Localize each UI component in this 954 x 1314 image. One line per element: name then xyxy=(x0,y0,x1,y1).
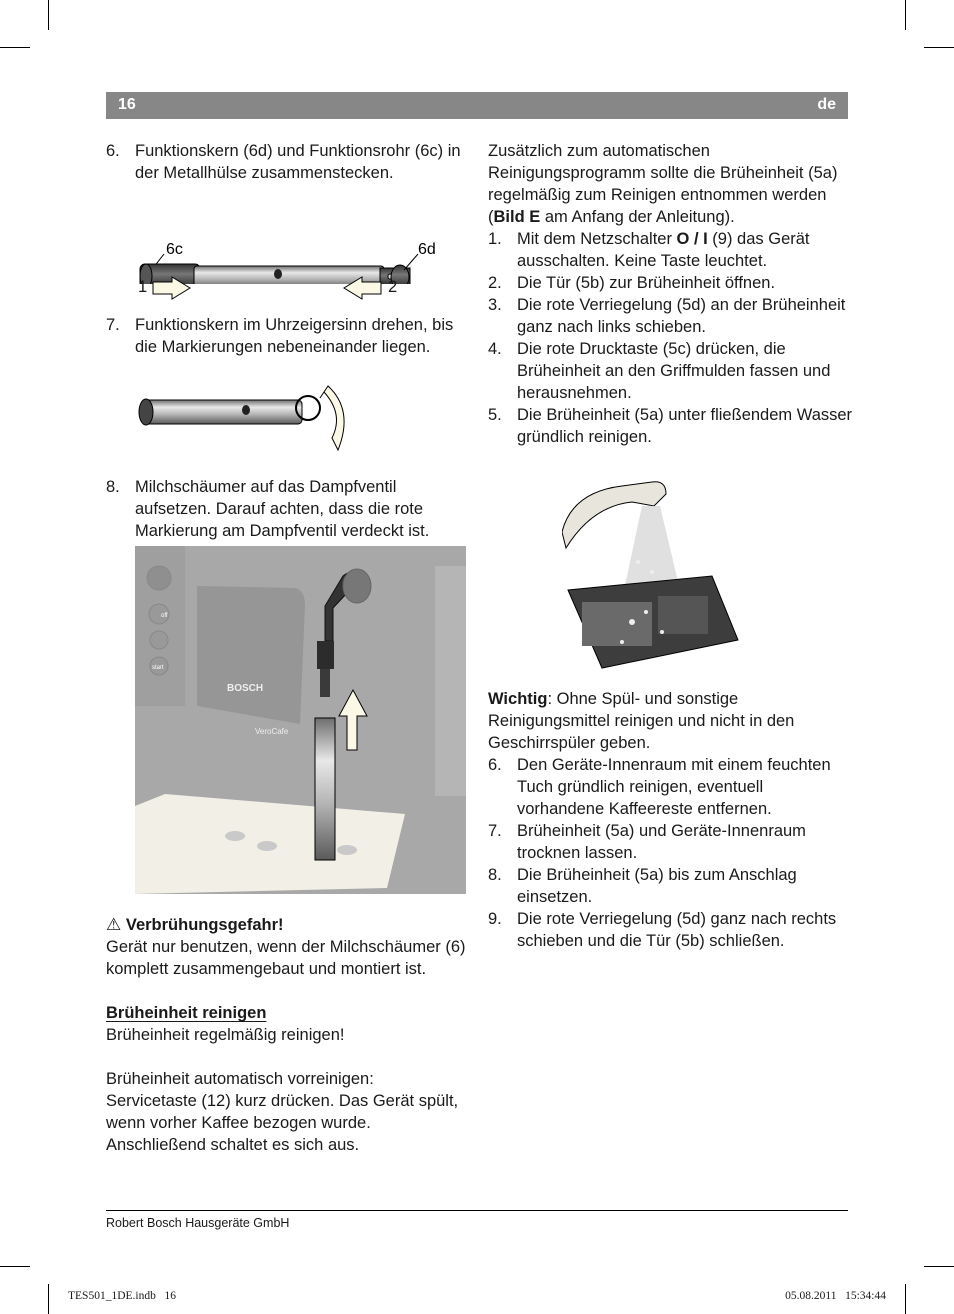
coffee-machine-illustration xyxy=(135,546,466,894)
intro-paragraph: Zusätzlich zum automatischen Reinigungsprogramm sollte die Brüheinheit (5a) regelmäßig zum Reinigen entnommen werden (Bild E am Anfang der Anleitung). xyxy=(488,142,838,226)
step-9: 9. Die rote Verriegelung (5d) ganz nach rechts schieben und die Tür (5b) schließen. xyxy=(488,910,837,950)
model-label: VeroCafe xyxy=(255,727,289,736)
step-5: 5. Die Brüheinheit (5a) unter fließendem Wasser gründlich reinigen. xyxy=(488,406,853,446)
footer-rule xyxy=(106,1210,848,1211)
footer-company: Robert Bosch Hausgeräte GmbH xyxy=(106,1216,290,1230)
warning-triangle-icon: ⚠ xyxy=(106,915,122,934)
important-note: Wichtig: Ohne Spül- und sonstige Reinigungsmittel reinigen und nicht in den Geschirrspüler geben. xyxy=(488,690,795,752)
step-6: 6. Funktionskern (6d) und Funktionsrohr (6c) in der Metallhülse zusammenstecken. xyxy=(106,142,461,182)
step-7: 7. Funktionskern im Uhrzeigersinn drehen, bis die Markierungen nebeneinander liegen. xyxy=(106,316,454,356)
figure-milk-frother-machine xyxy=(135,546,466,894)
arrow-number-2: 2 xyxy=(388,278,398,296)
crop-mark xyxy=(0,1266,30,1267)
button-off-label: off xyxy=(161,613,168,619)
step-3: 3. Die rote Verriegelung (5d) an der Brüheinheit ganz nach links schieben. xyxy=(488,296,846,336)
crop-mark xyxy=(905,0,906,30)
page-header-bar xyxy=(106,92,848,119)
step-8: 8. Die Brüheinheit (5a) bis zum Anschlag einsetzen. xyxy=(488,866,797,906)
page-number: 16 xyxy=(118,96,136,113)
figure-brew-unit-rinse xyxy=(562,472,853,678)
crop-mark xyxy=(924,1266,954,1267)
step-6: 6. Den Geräte-Innenraum mit einem feuchten Tuch gründlich reinigen, eventuell vorhandene Kaffeereste entfernen. xyxy=(488,756,831,818)
warning-block xyxy=(106,914,471,980)
arrow-number-1: 1 xyxy=(138,278,148,296)
step-1: 1. Mit dem Netzschalter O / I (9) das Gerät ausschalten. Keine Taste leuchtet. xyxy=(488,230,810,270)
warning-title: Verbrühungsgefahr! xyxy=(125,916,284,934)
tube-assembly-illustration xyxy=(106,184,471,284)
figure-tube-assembly xyxy=(106,184,471,284)
tube-rotate-illustration xyxy=(106,358,471,460)
label-6c: 6c xyxy=(166,241,183,258)
right-column xyxy=(488,140,853,952)
crop-mark xyxy=(0,47,30,48)
slug-file: TES501_1DE.indb 16 xyxy=(68,1290,176,1302)
language-code: de xyxy=(817,96,836,113)
crop-mark xyxy=(48,0,49,30)
brand-logo: BOSCH xyxy=(227,683,264,694)
arrow-right-icon xyxy=(152,276,192,300)
button-start-label: start xyxy=(152,665,164,671)
crop-mark xyxy=(924,47,954,48)
brew-unit-section: Brüheinheit reinigen Brüheinheit regelmäßig reinigen! Brüheinheit automatisch vorreinigen: Servicetaste (12) kurz drücken. Das Gerät spült, wenn vorher Kaffee bezogen wurde. Anschließend schaltet es sich aus. xyxy=(106,1002,471,1156)
crop-mark xyxy=(48,1284,49,1314)
figure-tube-rotate xyxy=(106,358,471,460)
left-column xyxy=(106,140,471,1156)
arrow-left-icon xyxy=(342,276,382,300)
step-7: 7. Brüheinheit (5a) und Geräte-Innenraum trocknen lassen. xyxy=(488,822,806,862)
crop-mark xyxy=(905,1284,906,1314)
step-8: 8. Milchschäumer auf das Dampfventil aufsetzen. Darauf achten, dass die rote Markierung am Dampfventil verdeckt ist. xyxy=(106,478,430,540)
label-6d: 6d xyxy=(418,241,436,258)
section-heading: Brüheinheit reinigen xyxy=(106,1004,267,1022)
step-4: 4. Die rote Drucktaste (5c) drücken, die Brüheinheit an den Griffmulden fassen und herausnehmen. xyxy=(488,340,831,402)
warning-text: Gerät nur benutzen, wenn der Milchschäumer (6) komplett zusammengebaut und montiert ist. xyxy=(106,938,466,978)
slug-datetime: 05.08.2011 15:34:44 xyxy=(785,1290,886,1302)
brew-unit-rinse-illustration xyxy=(562,472,742,678)
step-2: 2. Die Tür (5b) zur Brüheinheit öffnen. xyxy=(488,274,776,292)
